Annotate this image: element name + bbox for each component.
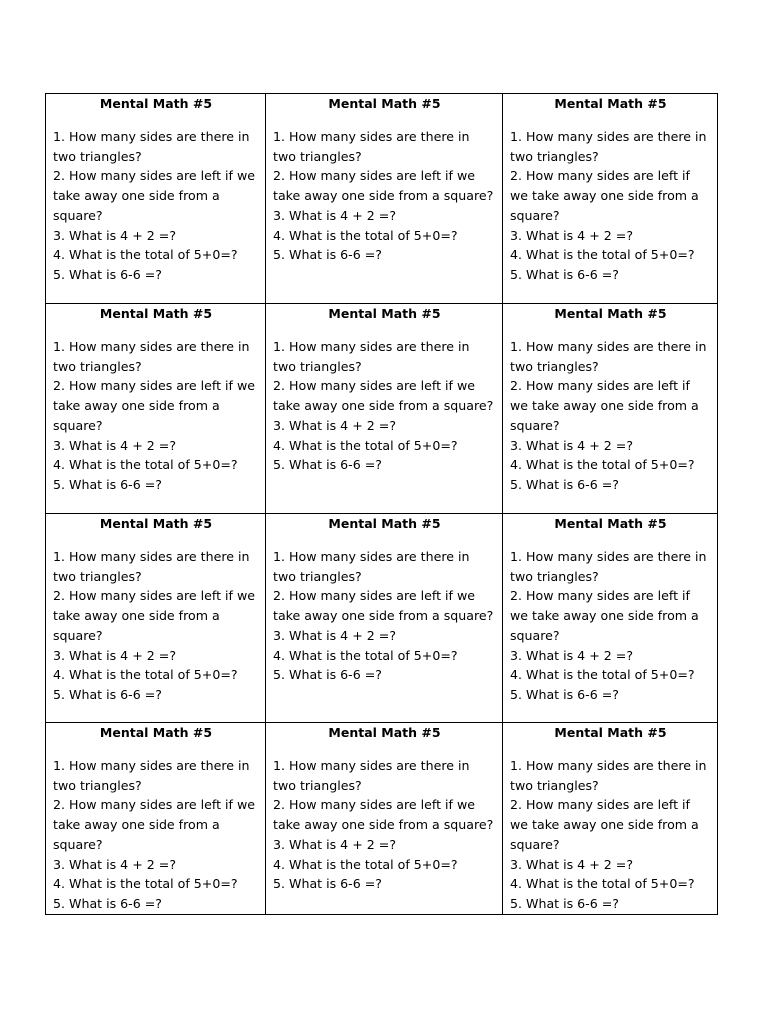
question-item: 3. What is 4 + 2 =?	[273, 836, 396, 852]
mental-math-card	[266, 304, 503, 514]
question-item: 5. What is 6-6 =?	[510, 476, 619, 492]
question-item: 1. How many sides are there in two triangles?	[273, 339, 470, 374]
question-item: 5. What is 6-6 =?	[273, 457, 382, 473]
question-list	[53, 127, 259, 285]
question-item: 2. How many sides are left if we take away one side from a square?	[273, 168, 494, 204]
question-item: 2. How many sides are left if we take away one side from a square?	[53, 588, 256, 643]
card-title: Mental Math #5	[328, 96, 441, 111]
card-title: Mental Math #5	[328, 516, 441, 531]
question-item: 3. What is 4 + 2 =?	[510, 227, 633, 243]
question-item: 1. How many sides are there in two triangles?	[53, 339, 250, 374]
mental-math-card	[46, 723, 266, 914]
mental-math-card	[503, 514, 717, 723]
question-item: 3. What is 4 + 2 =?	[273, 627, 396, 643]
question-item: 2. How many sides are left if we take away one side from a square?	[510, 378, 699, 433]
question-list	[273, 547, 496, 685]
question-item: 1. How many sides are there in two triangles?	[510, 339, 707, 374]
question-item: 2. How many sides are left if we take away one side from a square?	[510, 797, 699, 852]
question-list	[273, 337, 496, 475]
question-item: 1. How many sides are there in two triangles?	[273, 129, 470, 164]
question-item: 4. What is the total of 5+0=?	[510, 247, 695, 263]
question-item: 4. What is the total of 5+0=?	[273, 647, 458, 663]
question-item: 2. How many sides are left if we take away one side from a square?	[273, 378, 494, 414]
card-title: Mental Math #5	[554, 96, 667, 111]
question-item: 3. What is 4 + 2 =?	[53, 227, 176, 243]
question-item: 4. What is the total of 5+0=?	[510, 876, 695, 892]
question-item: 3. What is 4 + 2 =?	[510, 647, 633, 663]
mental-math-card	[46, 94, 266, 304]
question-item: 5. What is 6-6 =?	[510, 686, 619, 702]
question-item: 2. How many sides are left if we take away one side from a square?	[273, 588, 494, 624]
card-title: Mental Math #5	[554, 306, 667, 321]
card-title: Mental Math #5	[99, 516, 213, 531]
question-item: 5. What is 6-6 =?	[273, 667, 382, 683]
question-item: 4. What is the total of 5+0=?	[273, 437, 458, 453]
card-title: Mental Math #5	[99, 96, 213, 111]
question-item: 1. How many sides are there in two triangles?	[273, 549, 470, 584]
question-item: 4. What is the total of 5+0=?	[510, 667, 695, 683]
question-item: 5. What is 6-6 =?	[53, 476, 162, 492]
question-item: 5. What is 6-6 =?	[53, 686, 162, 702]
question-item: 3. What is 4 + 2 =?	[510, 856, 633, 872]
question-list	[273, 756, 496, 894]
question-item: 1. How many sides are there in two triangles?	[53, 129, 250, 164]
question-item: 4. What is the total of 5+0=?	[510, 457, 695, 473]
question-item: 3. What is 4 + 2 =?	[273, 417, 396, 433]
mental-math-card	[46, 514, 266, 723]
question-list	[53, 337, 259, 495]
card-title: Mental Math #5	[554, 516, 667, 531]
question-item: 2. How many sides are left if we take away one side from a square?	[273, 797, 494, 833]
question-item: 1. How many sides are there in two triangles?	[510, 129, 707, 164]
question-item: 5. What is 6-6 =?	[510, 266, 619, 282]
question-item: 4. What is the total of 5+0=?	[53, 247, 238, 263]
question-item: 2. How many sides are left if we take away one side from a square?	[510, 168, 699, 223]
question-item: 2. How many sides are left if we take away one side from a square?	[53, 378, 256, 433]
question-item: 4. What is the total of 5+0=?	[53, 457, 238, 473]
question-item: 3. What is 4 + 2 =?	[53, 856, 176, 872]
question-item: 4. What is the total of 5+0=?	[53, 667, 238, 683]
card-title: Mental Math #5	[328, 725, 441, 740]
question-item: 3. What is 4 + 2 =?	[53, 647, 176, 663]
question-item: 5. What is 6-6 =?	[273, 247, 382, 263]
card-title: Mental Math #5	[99, 725, 213, 740]
question-list	[53, 547, 259, 705]
question-item: 1. How many sides are there in two triangles?	[510, 758, 707, 793]
card-title: Mental Math #5	[99, 306, 213, 321]
question-item: 3. What is 4 + 2 =?	[273, 207, 396, 223]
question-item: 2. How many sides are left if we take away one side from a square?	[53, 168, 256, 223]
question-item: 4. What is the total of 5+0=?	[273, 856, 458, 872]
question-list	[510, 337, 711, 495]
question-list	[53, 756, 259, 914]
question-item: 1. How many sides are there in two triangles?	[53, 549, 250, 584]
mental-math-card	[266, 514, 503, 723]
question-item: 2. How many sides are left if we take away one side from a square?	[510, 588, 699, 643]
mental-math-card-grid	[45, 93, 718, 915]
mental-math-card	[503, 304, 717, 514]
mental-math-card	[46, 304, 266, 514]
question-item: 3. What is 4 + 2 =?	[53, 437, 176, 453]
question-item: 4. What is the total of 5+0=?	[273, 227, 458, 243]
question-list	[510, 547, 711, 705]
question-item: 5. What is 6-6 =?	[273, 876, 382, 892]
question-item: 5. What is 6-6 =?	[510, 895, 619, 911]
question-list	[510, 756, 711, 914]
question-list	[273, 127, 496, 265]
card-title: Mental Math #5	[554, 725, 667, 740]
mental-math-card	[503, 723, 717, 914]
question-item: 2. How many sides are left if we take away one side from a square?	[53, 797, 256, 852]
question-item: 1. How many sides are there in two triangles?	[53, 758, 250, 793]
question-item: 5. What is 6-6 =?	[53, 895, 162, 911]
question-item: 5. What is 6-6 =?	[53, 266, 162, 282]
mental-math-card	[503, 94, 717, 304]
question-item: 1. How many sides are there in two triangles?	[273, 758, 470, 793]
question-item: 1. How many sides are there in two triangles?	[510, 549, 707, 584]
mental-math-card	[266, 723, 503, 914]
question-item: 4. What is the total of 5+0=?	[53, 876, 238, 892]
card-title: Mental Math #5	[328, 306, 441, 321]
mental-math-card	[266, 94, 503, 304]
question-list	[510, 127, 711, 285]
question-item: 3. What is 4 + 2 =?	[510, 437, 633, 453]
